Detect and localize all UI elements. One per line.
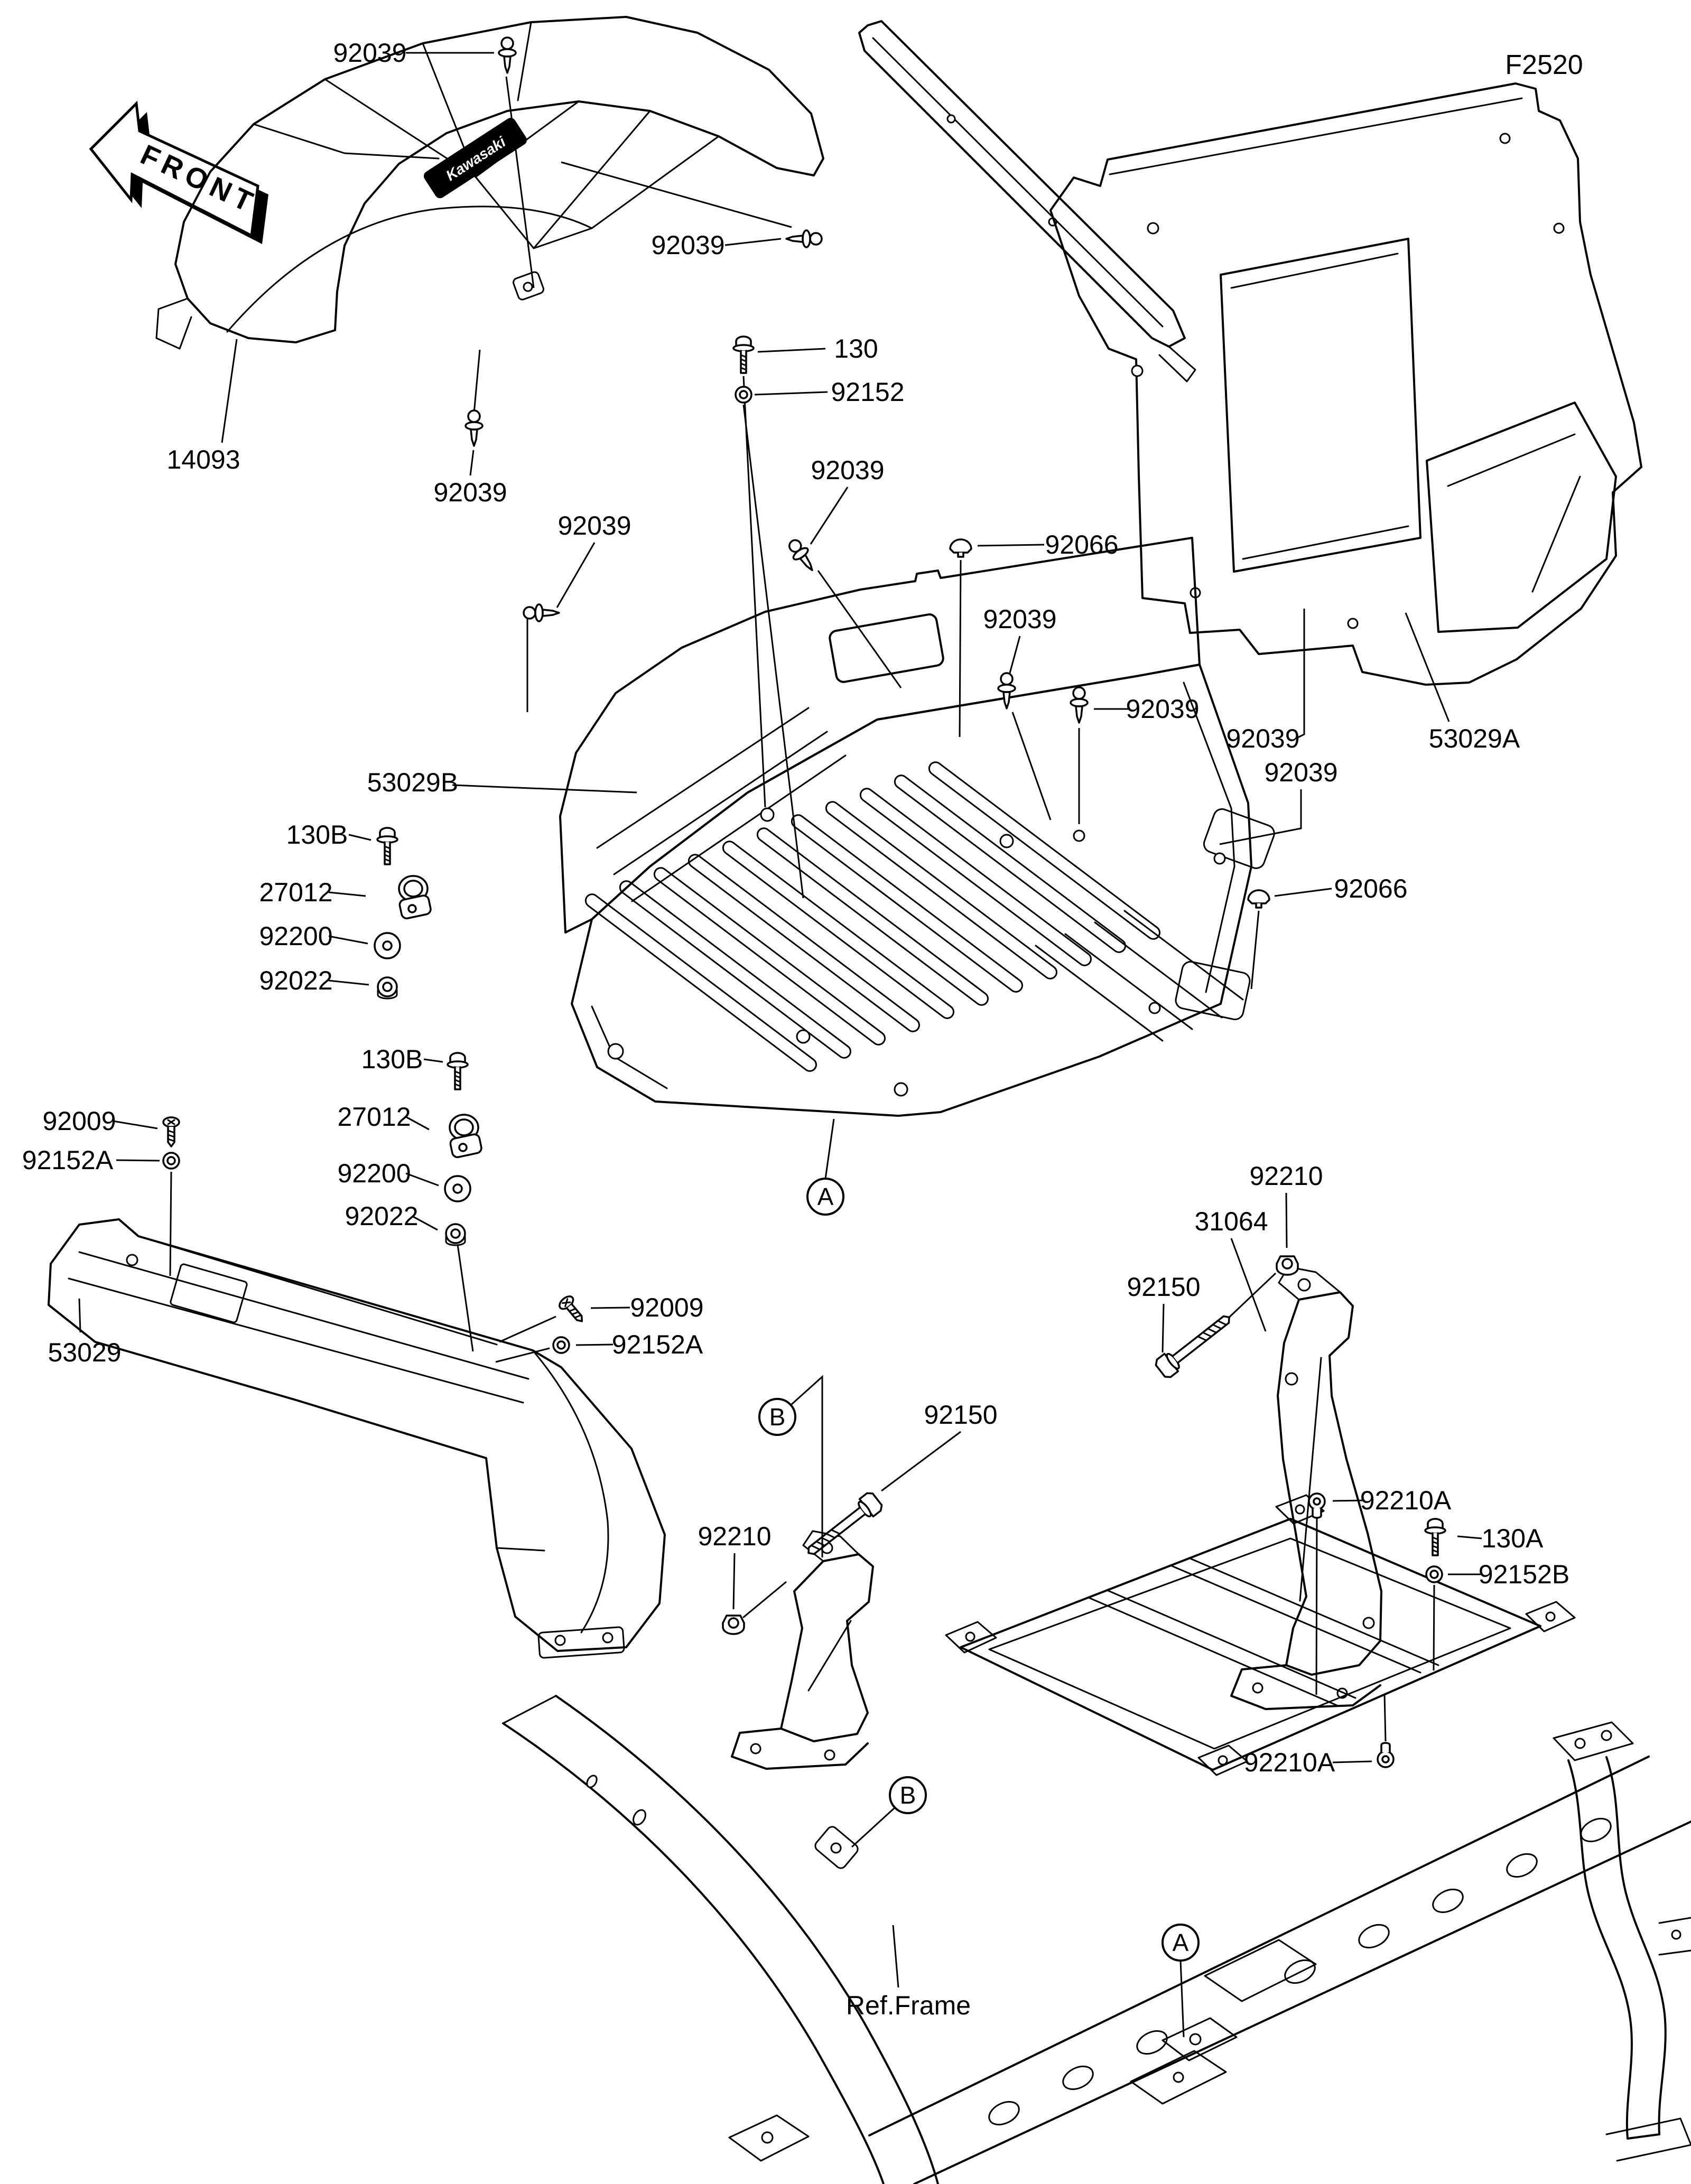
part-number-label: 92152: [831, 377, 905, 407]
marker-line: [852, 1807, 895, 1847]
leader-tail-line: [744, 405, 803, 898]
leader-line: [758, 349, 825, 352]
rivet-icon: [524, 604, 559, 621]
part-number-label: 92066: [1334, 874, 1408, 903]
bolt-icon: [448, 1053, 468, 1089]
callout: [333, 38, 534, 288]
callout: [785, 455, 901, 688]
washer-icon: [736, 387, 751, 403]
callout: [345, 1201, 473, 1351]
front-label: FRONT: [135, 138, 263, 220]
part-number-label: 92210: [698, 1522, 772, 1551]
leader-tail-line: [1385, 1694, 1386, 1741]
washer-icon: [553, 1337, 569, 1353]
leader-line: [1275, 889, 1332, 896]
part-number-label: 92039: [433, 478, 507, 507]
part-number-label: 130B: [286, 820, 348, 850]
part-number-label: 27012: [259, 878, 333, 907]
callout: [983, 604, 1056, 820]
part-number-label: 53029: [48, 1338, 122, 1367]
callout: [337, 1102, 482, 1158]
rivet-icon: [466, 410, 482, 446]
leader-line: [733, 1553, 735, 1609]
leader-tail-line: [561, 162, 792, 227]
marker-line: [791, 1377, 822, 1557]
plug-icon: [1248, 890, 1269, 908]
leader-line: [978, 545, 1044, 546]
callout: [367, 768, 637, 797]
part-number-label: 92022: [259, 966, 333, 995]
part-number-label: 92152B: [1478, 1560, 1570, 1589]
marker-line: [1181, 1961, 1184, 2037]
marker-letter: B: [899, 1781, 916, 1809]
part-number-label: 130: [834, 334, 878, 363]
leader-line: [1163, 1304, 1164, 1352]
leader-tail-line: [499, 1317, 556, 1342]
hook-icon: [450, 1115, 482, 1158]
rivet-icon: [785, 536, 819, 575]
screw-icon: [557, 1294, 588, 1326]
longbolt-icon: [1154, 1309, 1236, 1380]
screw-icon: [163, 1117, 179, 1146]
part-number-label: 92210A: [1360, 1486, 1452, 1515]
washer-icon: [1426, 1566, 1442, 1582]
part-number-label: 92039: [1226, 724, 1300, 753]
leader-tail-line: [1251, 911, 1259, 989]
callout: [259, 921, 400, 958]
capnut-icon: [1309, 1494, 1325, 1518]
leader-tail-line: [743, 1582, 786, 1618]
leader-line: [349, 835, 371, 840]
leader-line: [1406, 613, 1449, 722]
markers-layer: [759, 1119, 1201, 2037]
callout: [361, 1044, 468, 1089]
leader-line: [116, 1160, 160, 1161]
leader-tail-line: [960, 560, 961, 737]
left-guard-bracket-drawing: [732, 1531, 873, 1769]
callout: [496, 1330, 703, 1362]
callout: [259, 876, 431, 919]
detail-marker: [807, 1119, 843, 1215]
leader-line: [79, 1299, 80, 1332]
bolt-icon: [733, 337, 754, 373]
part-number-label: 92039: [811, 455, 885, 485]
part-number-label: 92210A: [1243, 1748, 1335, 1777]
callout: [286, 820, 397, 864]
marker-letter: A: [1172, 1929, 1189, 1956]
leader-line: [1231, 1238, 1266, 1331]
leader-tail-line: [744, 376, 765, 807]
floor-panel-drawing: [560, 538, 1277, 1116]
leader-line: [1286, 1193, 1287, 1248]
part-number-label: 92066: [1045, 530, 1119, 559]
callout: [846, 1925, 971, 2020]
callout: [42, 1106, 179, 1146]
washer-icon: [163, 1153, 179, 1169]
ref-frame-drawing: [503, 1696, 1691, 2184]
callout: [524, 511, 631, 712]
callout: [259, 966, 397, 998]
leader-line: [1333, 1761, 1372, 1762]
grommet-icon: [378, 977, 397, 998]
callout: [1214, 1161, 1323, 1331]
leader-line: [329, 892, 366, 896]
callout: [1071, 687, 1200, 824]
svg-text:Kawasaki: Kawasaki: [443, 133, 509, 184]
part-number-label: 92150: [924, 1400, 998, 1430]
nut-icon: [1277, 1256, 1298, 1275]
part-number-label: 92039: [558, 511, 631, 540]
floor-ribs: [583, 760, 1243, 1074]
longbolt-icon: [802, 1490, 884, 1562]
part-number-label: 53029A: [1428, 724, 1520, 753]
part-number-label: 14093: [166, 445, 240, 474]
part-number-label: 92039: [1126, 694, 1200, 724]
leader-line: [113, 1121, 157, 1128]
top-support-rail-drawing: [859, 21, 1195, 381]
part-number-label: Ref.Frame: [846, 1991, 971, 2020]
callout: [166, 339, 240, 474]
callout: [1194, 1207, 1268, 1331]
flatwasher-icon: [445, 1176, 470, 1201]
plug-icon: [950, 539, 971, 557]
leader-tail-line: [1316, 1518, 1317, 1695]
part-number-label: 92039: [1264, 758, 1338, 787]
part-number-label: 92200: [337, 1159, 411, 1188]
marker-letter: B: [769, 1403, 786, 1431]
capnut-icon: [1378, 1743, 1393, 1767]
guard-bracket-drawing: [1231, 1267, 1381, 1709]
part-number-label: 31064: [1194, 1207, 1268, 1236]
bolt-icon: [377, 828, 397, 864]
callout: [1248, 874, 1408, 989]
leader-tail-line: [170, 1172, 171, 1276]
callout: [337, 1159, 470, 1201]
leader-line: [222, 339, 237, 443]
part-number-label: 92009: [42, 1106, 116, 1136]
rivet-icon: [786, 230, 822, 247]
part-number-label: 92210: [1249, 1161, 1323, 1191]
leader-line: [755, 392, 828, 395]
leader-line: [725, 239, 781, 245]
flatwasher-icon: [375, 933, 400, 958]
part-number-label: 92152A: [22, 1145, 114, 1175]
leader-line: [811, 487, 848, 544]
marker-letter: A: [817, 1183, 834, 1210]
detail-marker: [1163, 1925, 1198, 2037]
leader-tail-line: [1012, 712, 1051, 820]
rivet-icon: [499, 38, 516, 73]
leader-line: [424, 1059, 443, 1062]
leader-tail-line: [818, 571, 901, 688]
part-number-label: 27012: [337, 1102, 411, 1132]
callout: [561, 162, 822, 260]
leader-line: [1457, 1536, 1482, 1538]
rivet-icon: [998, 673, 1015, 708]
subframe-drawing: [946, 1495, 1575, 1775]
part-number-label: 130A: [1481, 1524, 1544, 1553]
hook-icon: [399, 876, 432, 919]
leader-line: [1008, 636, 1020, 679]
leader-tail-line: [474, 350, 480, 413]
nut-icon: [723, 1616, 744, 1634]
callout: [698, 1522, 786, 1634]
rear-panel-drawing: [1051, 83, 1641, 685]
part-number-label: 92200: [259, 921, 333, 951]
detail-marker: [852, 1777, 926, 1847]
part-number-label: 92039: [651, 230, 725, 260]
leader-line: [881, 1432, 961, 1491]
diagram-code: F2520: [1505, 50, 1583, 80]
part-number-label: 92152A: [611, 1330, 703, 1359]
leader-line: [452, 785, 637, 792]
leader-line: [329, 936, 368, 944]
grommet-icon: [446, 1224, 465, 1245]
front-fender-drawing: [156, 17, 823, 349]
callout: [433, 350, 507, 507]
callouts-layer: [22, 38, 1569, 2020]
leader-line: [1296, 609, 1304, 739]
callout: [1425, 1519, 1544, 1555]
front-arrow: [91, 104, 268, 244]
part-number-label: 92150: [1127, 1272, 1201, 1302]
rivet-icon: [1071, 687, 1088, 723]
side-rail-drawing: [49, 1219, 665, 1658]
leader-line: [329, 981, 369, 985]
marker-line: [825, 1119, 834, 1179]
leader-line: [893, 1925, 898, 1987]
part-number-label: 92022: [345, 1201, 419, 1231]
part-number-label: 92039: [333, 38, 407, 68]
callout: [802, 1400, 997, 1562]
leader-line: [557, 543, 594, 608]
callout: [22, 1145, 179, 1276]
part-number-label: 92039: [983, 604, 1057, 634]
part-number-label: 53029B: [367, 768, 459, 797]
callout: [1127, 1272, 1235, 1380]
bolt-icon: [1425, 1519, 1445, 1555]
part-number-label: 92009: [630, 1293, 704, 1322]
part-number-label: 130B: [361, 1044, 423, 1074]
leader-line: [470, 450, 473, 475]
